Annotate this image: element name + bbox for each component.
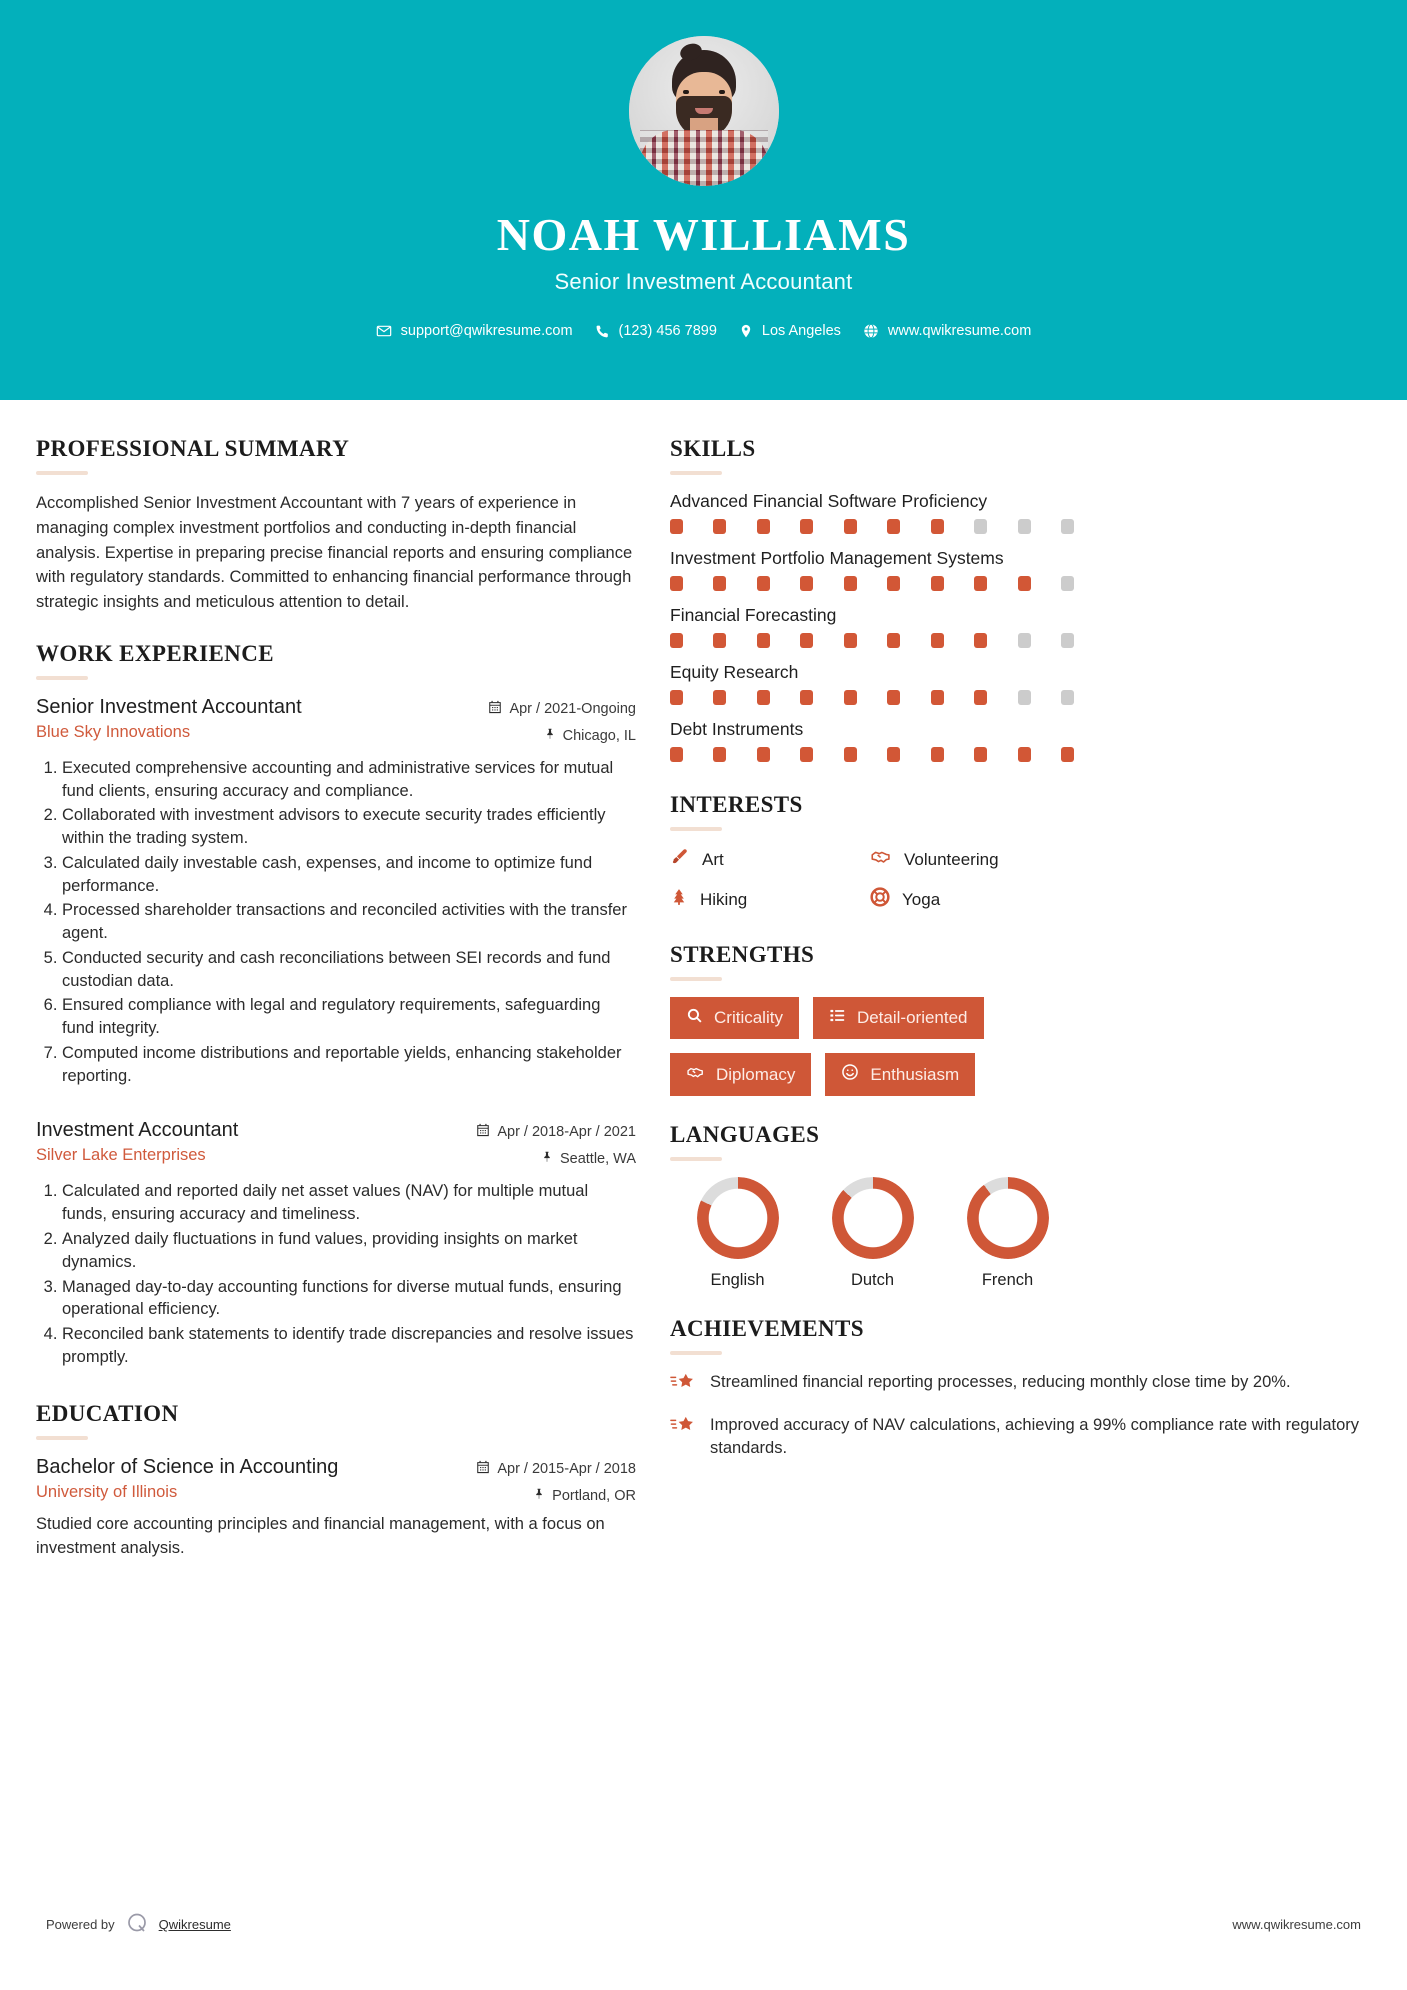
skill-dot-filled	[670, 690, 683, 705]
skill-dot-filled	[713, 576, 726, 591]
skill-name: Equity Research	[670, 662, 799, 682]
job-location-text: Chicago, IL	[562, 727, 636, 744]
achievement-text: Streamlined financial reporting processes, reducing monthly close time by 20%.	[710, 1373, 1291, 1391]
skills-heading: SKILLS	[670, 436, 756, 461]
interest-label: Hiking	[700, 889, 748, 909]
skill-dot-filled	[1018, 576, 1031, 591]
education-dates-text: Apr / 2015-Apr / 2018	[497, 1460, 636, 1477]
job-location-text: Seattle, WA	[559, 1151, 636, 1168]
strength-label: Enthusiasm	[870, 1064, 960, 1084]
skill-dot-filled	[887, 690, 900, 705]
tree-icon	[670, 887, 688, 912]
avatar	[629, 36, 779, 186]
work-entry	[36, 1119, 636, 1368]
skill-dot-empty	[1061, 690, 1074, 705]
skill-dot-filled	[931, 633, 944, 648]
language-label: Dutch	[850, 1271, 895, 1289]
education-location-text: Portland, OR	[552, 1487, 636, 1504]
qwikresume-logo-icon	[125, 1911, 149, 1938]
skill-dot-empty	[1061, 519, 1074, 534]
section-achievements	[670, 1316, 1370, 1460]
section-rule	[36, 471, 88, 475]
language-donut-chart	[967, 1177, 1049, 1259]
smiley-icon	[841, 1063, 859, 1086]
skill-dot-filled	[974, 690, 987, 705]
education-description: Studied core accounting principles and financial management, with a focus on investment analysis.	[36, 1514, 605, 1557]
languages-heading: LANGUAGES	[670, 1122, 820, 1147]
job-dates-text: Apr / 2021-Ongoing	[509, 700, 636, 717]
list-icon	[829, 1007, 846, 1029]
strength-chip-enthusiasm[interactable]	[825, 1053, 975, 1096]
skill-dot-empty	[1061, 576, 1074, 591]
pushpin-icon	[544, 727, 556, 745]
section-work-experience	[36, 641, 636, 1369]
skill-dot-filled	[670, 747, 683, 762]
strength-chip-detail-oriented[interactable]	[813, 997, 984, 1039]
skill-dot-filled	[844, 576, 857, 591]
job-bullets	[36, 757, 636, 1088]
strengths-heading: STRENGTHS	[670, 942, 815, 967]
paintbrush-icon	[670, 847, 690, 872]
skill-dot-filled	[757, 633, 770, 648]
skill-rating	[670, 690, 1074, 705]
strengths-list	[670, 997, 1100, 1096]
skill-rating	[670, 747, 1074, 762]
education-entry	[36, 1456, 636, 1561]
skill-dot-empty	[974, 519, 987, 534]
language-label: English	[710, 1271, 765, 1289]
job-location	[476, 1150, 636, 1168]
section-rule	[36, 676, 88, 680]
skill-dot-filled	[844, 519, 857, 534]
job-bullet: 1. Executed comprehensive accounting and administrative services for mutual fund clients, ensuring accuracy and compliance.	[62, 757, 636, 803]
skill-dot-empty	[1018, 633, 1031, 648]
interest-label: Volunteering	[904, 849, 999, 869]
job-bullet: 7. Computed income distributions and reportable yields, enhancing stakeholder reporting.	[62, 1042, 636, 1088]
job-bullet: 2. Analyzed daily fluctuations in fund values, providing insights on market dynamics.	[62, 1228, 636, 1274]
contact-location-text: Los Angeles	[761, 323, 841, 339]
summary-heading: PROFESSIONAL SUMMARY	[36, 436, 350, 461]
calendar-icon	[488, 700, 502, 718]
skill-name: Debt Instruments	[670, 719, 804, 739]
star-icon	[670, 1371, 696, 1400]
skill-dot-filled	[757, 747, 770, 762]
strength-chip-diplomacy[interactable]	[670, 1053, 811, 1096]
pushpin-icon	[541, 1150, 553, 1168]
job-bullet: 3. Managed day-to-day accounting functions for diverse mutual funds, ensuring operational efficiency.	[62, 1276, 636, 1322]
interest-item	[670, 847, 870, 872]
section-rule	[670, 471, 722, 475]
lifebuoy-icon	[870, 887, 890, 912]
interest-item	[870, 887, 1370, 912]
skill-dot-filled	[800, 576, 813, 591]
powered-by-block	[46, 1911, 231, 1938]
achievements-heading: ACHIEVEMENTS	[670, 1316, 864, 1341]
achievement-item	[670, 1414, 1370, 1460]
job-bullets	[36, 1180, 636, 1368]
contact-location[interactable]	[739, 323, 841, 339]
section-rule	[670, 977, 722, 981]
skill-dot-filled	[844, 747, 857, 762]
section-strengths	[670, 942, 1370, 1096]
contact-website[interactable]	[863, 323, 1031, 339]
handshake-icon	[686, 1064, 705, 1086]
skill-dot-filled	[670, 633, 683, 648]
job-company: Silver Lake Enterprises	[36, 1146, 206, 1165]
skill-dot-empty	[1061, 633, 1074, 648]
skill-dot-filled	[800, 633, 813, 648]
section-rule	[670, 1157, 722, 1161]
skill-dot-filled	[887, 576, 900, 591]
summary-text: Accomplished Senior Investment Accountant with 7 years of experience in managing complex investment portfolios and conducting in-depth financial analysis. Expertise in preparing precise financial reports and ensuring compliance with regulatory standards. Committed to enhancing financial performance through strategic insights and meticulous attention to detail.	[36, 494, 633, 611]
page-title: NOAH WILLIAMS	[496, 209, 911, 260]
skill-dot-filled	[931, 576, 944, 591]
right-column	[670, 436, 1370, 1566]
strength-label: Detail-oriented	[856, 1008, 968, 1027]
globe-icon	[863, 323, 879, 339]
skill-dot-empty	[1018, 519, 1031, 534]
interest-item	[870, 847, 1370, 872]
search-icon	[686, 1007, 703, 1029]
job-bullet: 6. Ensured compliance with legal and regulatory requirements, safeguarding fund integrity.	[62, 994, 636, 1040]
skills-list	[670, 491, 1370, 762]
powered-by-label: Powered by	[46, 1917, 115, 1932]
language-donut-chart	[832, 1177, 914, 1259]
section-rule	[670, 827, 722, 831]
skill-dot-filled	[713, 633, 726, 648]
section-professional-summary	[36, 436, 636, 615]
skill-name: Financial Forecasting	[670, 605, 837, 625]
skill-rating	[670, 633, 1074, 648]
languages-list	[670, 1177, 1370, 1290]
job-dates	[476, 1123, 636, 1141]
map-pin-icon	[739, 323, 753, 339]
skill-rating	[670, 576, 1074, 591]
skill-rating	[670, 519, 1074, 534]
work-heading: WORK EXPERIENCE	[36, 640, 274, 666]
job-bullet: 2. Collaborated with investment advisors to execute security trades efficiently within the trading system.	[62, 804, 636, 850]
section-rule	[36, 1436, 88, 1440]
job-title: Senior Investment Accountant	[36, 695, 302, 718]
contact-website-text: www.qwikresume.com	[887, 323, 1032, 339]
qwikresume-link[interactable]: Qwikresume	[158, 1917, 231, 1932]
skill-dot-filled	[1061, 747, 1074, 762]
handshake-icon	[870, 847, 892, 872]
skill-dot-filled	[800, 690, 813, 705]
star-icon	[670, 1414, 696, 1460]
job-bullet: 5. Conducted security and cash reconciliations between SEI records and fund custodian data.	[62, 947, 636, 993]
skill-dot-filled	[757, 576, 770, 591]
job-title: Investment Accountant	[36, 1119, 239, 1142]
skill-dot-filled	[800, 747, 813, 762]
skill-dot-filled	[800, 519, 813, 534]
section-skills	[670, 436, 1370, 762]
calendar-icon	[476, 1460, 490, 1478]
skill-name: Advanced Financial Software Proficiency	[670, 491, 988, 511]
contact-phone[interactable]	[595, 323, 717, 339]
achievement-item	[670, 1371, 1370, 1400]
skill-dot-empty	[1018, 690, 1031, 705]
skill-dot-filled	[974, 633, 987, 648]
language-donut-chart	[697, 1177, 779, 1259]
achievement-text: Improved accuracy of NAV calculations, achieving a 99% compliance rate with regulatory standards.	[710, 1416, 1360, 1457]
skill-dot-filled	[887, 633, 900, 648]
skill-dot-filled	[757, 690, 770, 705]
skill-dot-filled	[931, 690, 944, 705]
skill-dot-filled	[844, 633, 857, 648]
contact-email[interactable]	[376, 323, 573, 339]
strength-label: Diplomacy	[716, 1064, 796, 1084]
skill-dot-filled	[713, 690, 726, 705]
job-dates-text: Apr / 2018-Apr / 2021	[497, 1124, 636, 1141]
interest-item	[670, 887, 870, 912]
strength-label: Criticality	[714, 1008, 783, 1027]
skill-dot-filled	[887, 747, 900, 762]
contact-phone-text: (123) 456 7899	[618, 323, 717, 339]
skill-dot-filled	[713, 747, 726, 762]
page-footer	[0, 1911, 1407, 1938]
skill-name: Investment Portfolio Management Systems	[670, 548, 1004, 568]
calendar-icon	[476, 1123, 490, 1141]
degree-title: Bachelor of Science in Accounting	[36, 1455, 339, 1478]
job-company: Blue Sky Innovations	[36, 722, 191, 741]
skill-dot-filled	[974, 576, 987, 591]
skill-dot-filled	[1018, 747, 1031, 762]
left-column	[36, 436, 636, 1566]
language-label: French	[981, 1271, 1034, 1289]
school-name: University of Illinois	[36, 1482, 178, 1501]
education-location	[476, 1487, 636, 1505]
job-bullet: 4. Processed shareholder transactions and reconciled activities with the transfer agent.	[62, 899, 636, 945]
interest-label: Yoga	[902, 889, 941, 909]
footer-website[interactable]: www.qwikresume.com	[1232, 1917, 1361, 1932]
language-item	[805, 1177, 940, 1290]
envelope-icon	[376, 323, 392, 339]
skill-dot-filled	[931, 747, 944, 762]
skill-dot-filled	[931, 519, 944, 534]
interests-heading: INTERESTS	[670, 792, 803, 817]
interest-label: Art	[702, 849, 724, 869]
skill-dot-filled	[713, 519, 726, 534]
contact-bar	[376, 323, 1032, 339]
job-dates	[488, 700, 636, 718]
job-bullet: 4. Reconciled bank statements to identify trade discrepancies and resolve issues promptly.	[62, 1323, 636, 1369]
pushpin-icon	[533, 1487, 545, 1505]
education-heading: EDUCATION	[36, 1400, 179, 1426]
section-languages	[670, 1122, 1370, 1290]
skill-dot-filled	[757, 519, 770, 534]
language-item	[940, 1177, 1075, 1290]
resume-header	[0, 0, 1407, 400]
section-education	[36, 1401, 636, 1561]
job-role-subtitle: Senior Investment Accountant	[554, 269, 853, 294]
contact-email-text: support@qwikresume.com	[400, 323, 573, 339]
language-item	[670, 1177, 805, 1290]
education-dates	[476, 1460, 636, 1478]
job-bullet: 1. Calculated and reported daily net asset values (NAV) for multiple mutual funds, ensuring accuracy and timeliness.	[62, 1180, 636, 1226]
skill-dot-filled	[670, 576, 683, 591]
skill-dot-filled	[844, 690, 857, 705]
phone-icon	[595, 324, 610, 339]
job-bullet: 3. Calculated daily investable cash, expenses, and income to optimize fund performance.	[62, 852, 636, 898]
work-entry	[36, 696, 636, 1088]
strength-chip-criticality[interactable]	[670, 997, 799, 1039]
skill-dot-filled	[670, 519, 683, 534]
job-location	[488, 727, 636, 745]
interests-grid	[670, 847, 1370, 912]
skill-dot-filled	[974, 747, 987, 762]
section-rule	[670, 1351, 722, 1355]
skill-dot-filled	[887, 519, 900, 534]
resume-body	[0, 400, 1407, 1566]
section-interests	[670, 792, 1370, 912]
